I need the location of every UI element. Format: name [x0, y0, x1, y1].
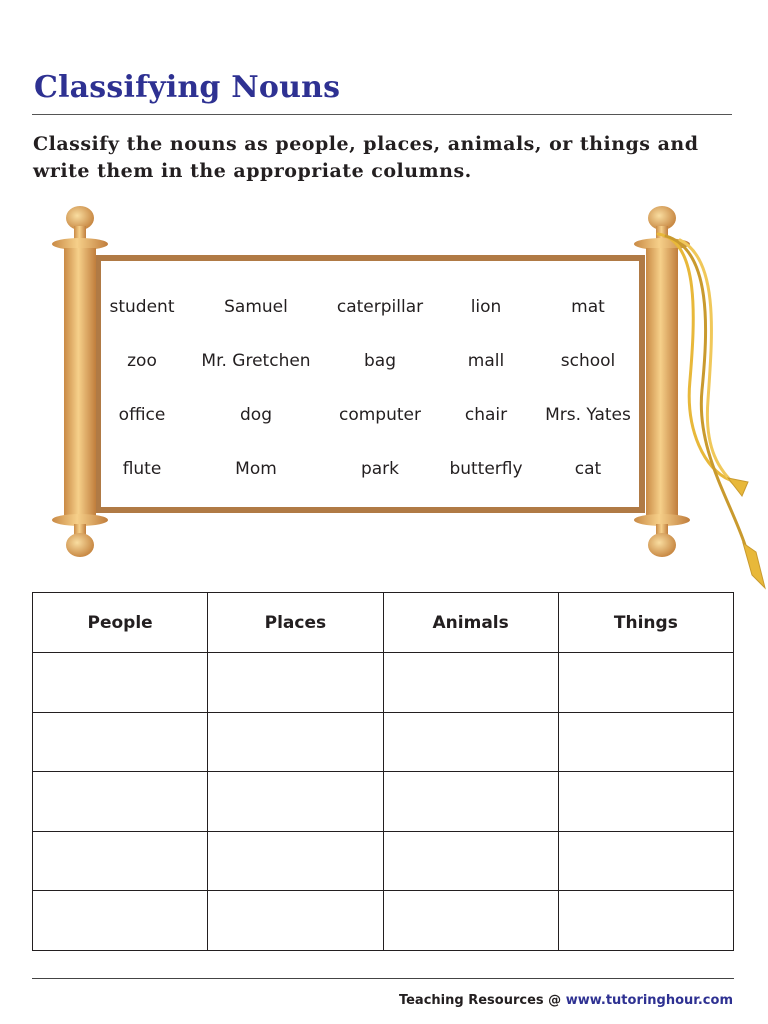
answer-cell[interactable]: [558, 772, 733, 832]
answer-cell[interactable]: [33, 831, 208, 891]
footer-link[interactable]: www.tutoringhour.com: [565, 993, 733, 1008]
word-item: school: [560, 351, 616, 371]
answer-cell[interactable]: [33, 653, 208, 713]
page-title: Classifying Nouns: [34, 70, 341, 105]
column-header-people: People: [33, 593, 208, 653]
title-divider: [32, 114, 732, 115]
word-item: mall: [467, 351, 505, 371]
classification-table: [32, 592, 734, 951]
word-item: cat: [574, 459, 602, 479]
answer-cell[interactable]: [383, 772, 558, 832]
word-item: butterfly: [449, 459, 523, 479]
word-item: lion: [470, 297, 502, 317]
word-item: bag: [364, 351, 396, 371]
table-row: [33, 891, 734, 951]
answer-cell[interactable]: [208, 712, 383, 772]
answer-cell[interactable]: [558, 831, 733, 891]
word-item: Samuel: [224, 297, 288, 317]
answer-cell[interactable]: [383, 653, 558, 713]
answer-cell[interactable]: [383, 831, 558, 891]
answer-cell[interactable]: [33, 712, 208, 772]
footer: [399, 993, 733, 1008]
answer-cell[interactable]: [383, 891, 558, 951]
footer-divider: [32, 978, 734, 979]
table-row: [33, 831, 734, 891]
word-item: Mrs. Yates: [545, 405, 631, 425]
table-header-row: [33, 593, 734, 653]
answer-cell[interactable]: [208, 653, 383, 713]
word-item: zoo: [127, 351, 157, 371]
answer-cell[interactable]: [208, 772, 383, 832]
column-header-things: Things: [558, 593, 733, 653]
word-item: dog: [240, 405, 272, 425]
word-item: student: [109, 297, 175, 317]
table-row: [33, 653, 734, 713]
instructions-text: Classify the nouns as people, places, animals, or things and write them in the appropriate columns.: [33, 133, 699, 182]
table-row: [33, 772, 734, 832]
answer-cell[interactable]: [383, 712, 558, 772]
word-item: mat: [571, 297, 605, 317]
column-header-places: Places: [208, 593, 383, 653]
word-item: computer: [339, 405, 421, 425]
word-item: caterpillar: [336, 297, 424, 317]
answer-cell[interactable]: [558, 712, 733, 772]
word-item: Mom: [235, 459, 277, 479]
footer-label: Teaching Resources @: [398, 993, 562, 1008]
word-item: chair: [464, 405, 508, 425]
answer-cell[interactable]: [558, 891, 733, 951]
answer-cell[interactable]: [208, 831, 383, 891]
noun-word-bank: [90, 280, 646, 496]
table-row: [33, 712, 734, 772]
answer-cell[interactable]: [208, 891, 383, 951]
answer-cell[interactable]: [33, 772, 208, 832]
word-item: flute: [122, 459, 162, 479]
word-item: park: [360, 459, 400, 479]
column-header-animals: Animals: [383, 593, 558, 653]
word-item: Mr. Gretchen: [201, 351, 311, 371]
answer-cell[interactable]: [33, 891, 208, 951]
answer-cell[interactable]: [558, 653, 733, 713]
word-item: office: [118, 405, 166, 425]
